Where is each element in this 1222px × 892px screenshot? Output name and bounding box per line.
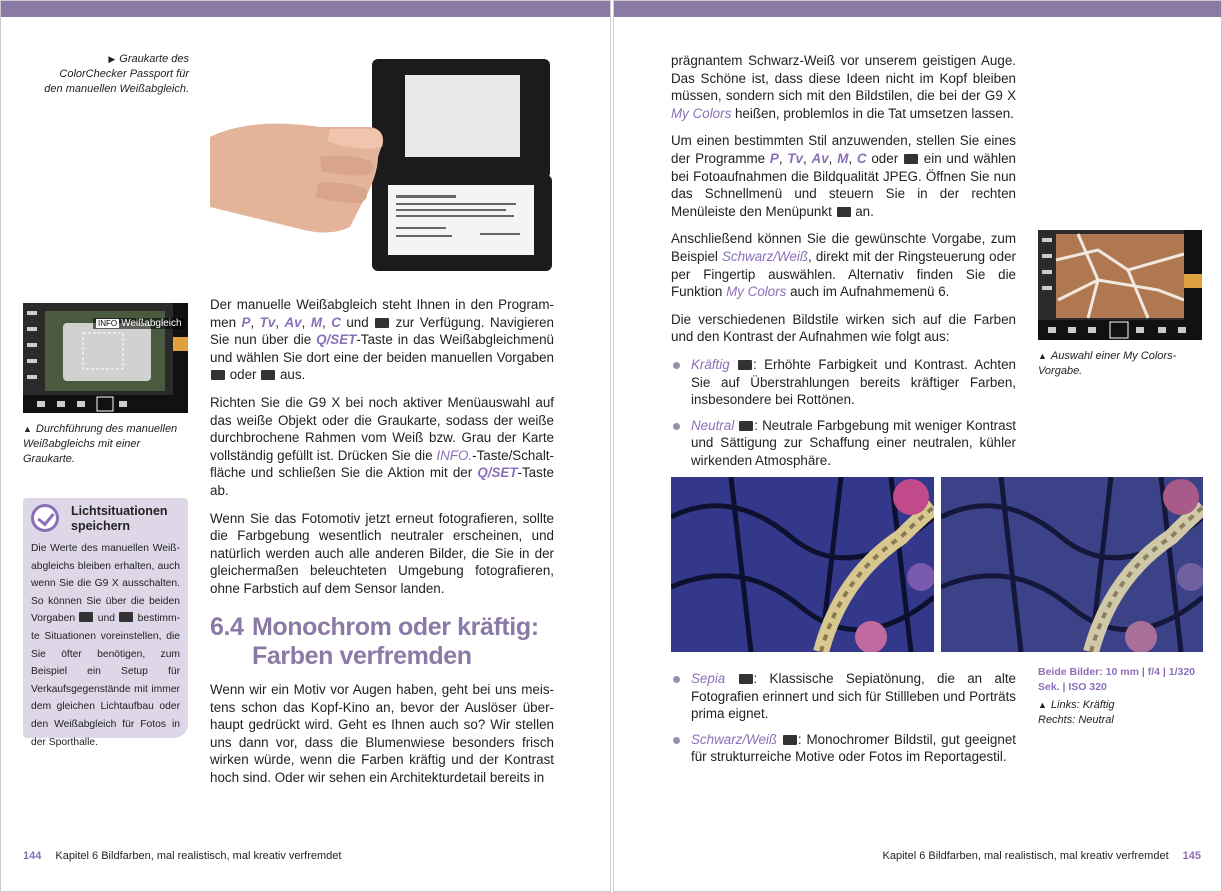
heading-number: 6.4 (210, 613, 244, 641)
mosaic-photo-neutral (941, 477, 1203, 652)
photo-meta: Beide Bilder: 10 mm | f/4 | 1/320 Sek. | ISO 320 (1038, 666, 1196, 693)
bullet-schwarzweiss: Schwarz/Weiß : Monochromer Bildstil, gut geeignet für strukturreiche Motive oder Fotos im Reportagestil. (671, 731, 1016, 766)
paragraph-mycolors-intro: prägnantem Schwarz-Weiß vor unserem geistigen Auge. Das Schöne ist, dass diese Ideen nicht im Kopf bleiben müssen, sondern sich mit den Bildstilen, die bei der G9 X My Colors heißen, problemlos in die Tat umsetzen lassen. (671, 53, 1016, 121)
footer-chapter-right: Kapitel 6 Bildfarben, mal realistisch, mal kreativ verfremdet (882, 850, 1169, 862)
sepia-icon (739, 674, 753, 684)
left-bottom-text (210, 681, 554, 797)
bullet-neutral: Neutral : Neutrale Farbgebung mit weniger Kontrast und Sättigung zur Schaffung einer neutralen, kühler wirkenden Atmosphäre. (671, 417, 1016, 470)
custom-wb2-icon (261, 370, 275, 380)
caption-mosaic-pair (1038, 698, 1148, 728)
caption-colorchecker-text: Graukarte des ColorChecker Passport für den manuellen Weißabgleich. (44, 53, 189, 95)
paragraph-styles-intro: Die verschiedenen Bildstile wirken sich auf die Farben und den Kontrast der Aufnahmen wie folgt aus: (671, 311, 1016, 345)
caption-up-arrow-icon-right: ▲ (1038, 351, 1047, 361)
paragraph-manual-wb: Der manuelle Weißabgleich steht Ihnen in den Programmen P, Tv, Av, M, C und zur Verfügung. Navigieren Sie nun über die Q/SET-Taste in das Weißabgleichmenü und wählen Sie dort eine der beiden manuellen Vorgaben oder aus. (210, 297, 555, 383)
caption-camera-mycolors-text: Auswahl einer My Colors-Vorgabe. (1038, 350, 1177, 377)
camera-wb-label (93, 318, 185, 329)
movie-icon-right (904, 154, 918, 164)
bw-icon (783, 735, 797, 745)
right-footer (883, 850, 1201, 862)
caption-up-arrow-icon-pair: ▲ (1038, 700, 1047, 710)
vivid-icon (738, 360, 752, 370)
paragraph-choose-preset: Anschließend können Sie die gewünschte Vorgabe, zum Beispiel Schwarz/Weiß, direkt mit der Ringsteuerung oder per Fingertip auswählen. Alternativ finden Sie die Funktion My Colors auch im Aufnahmemenü 6. (671, 231, 1016, 300)
bullet-kraeftig: Kräftig : Erhöhte Farbigkeit und Kontrast. Achten Sie auf Überstrahlungen bereits kräftiger Farben, insbesondere bei Rottönen. (671, 356, 1016, 409)
paragraph-apply-style: Um einen bestimmten Stil anzuwenden, stellen Sie eines der Programme P, Tv, Av, M, C oder ein und wählen bei Fotoaufnahmen die Bildqualität JPEG. Öffnen Sie nun das Schnellmenü und steuern Sie in der rechten Menüleiste den Menüpunkt an. (671, 133, 1017, 219)
left-footer (23, 850, 341, 862)
tip-wb2-icon (119, 612, 133, 622)
caption-camera-mycolors (1038, 349, 1208, 379)
tip-title: Lichtsituationen speichern (71, 504, 168, 533)
caption-arrow-icon: ▶ (108, 54, 116, 64)
heading-line-2: Farben verfremden (252, 642, 472, 670)
style-list-bottom (671, 670, 1016, 766)
style-list-top (671, 356, 1016, 470)
paragraph-result: Wenn Sie das Fotomotiv jetzt erneut fotografieren, sollte die Farbgebung wesentlich neutraler erscheinen, und natürlich werden auch alle anderen Bilder, die Sie in der gleichermaßen beleuchteten Umgebung fotografieren, ohne Farbstich auf dem Sensor landen. (210, 510, 554, 596)
caption-colorchecker (41, 52, 189, 97)
bullet-sepia: Sepia : Klassische Sepiatönung, die an alte Fotografien erinnert und sich für Stillleben und Porträts prima eignet. (671, 670, 1016, 723)
mosaic-photo-kraeftig (671, 477, 934, 652)
caption-camera-whitebalance-text: Durchführung des manuellen Weißabgleichs mit einer Graukarte. (23, 423, 178, 465)
heading-line-1 (210, 613, 570, 642)
right-main-text (671, 52, 1016, 477)
camera-screen-whitebalance (23, 303, 188, 413)
caption-mosaic-pair-text: Links: Kräftig Rechts: Neutral (1038, 699, 1115, 726)
camera-wb-text: Weißabgleich (121, 318, 182, 329)
movie-mode-icon (375, 318, 389, 328)
page-number-left: 144 (23, 850, 42, 862)
left-top-bar (1, 1, 610, 17)
section-heading (210, 613, 570, 671)
camera-info-badge: INFO (98, 319, 118, 328)
heading-title-line1: Monochrom oder kräftig: (252, 613, 539, 641)
camera-screen-mycolors (1038, 230, 1202, 340)
left-main-text (210, 296, 554, 608)
colorchecker-photo (210, 57, 555, 273)
tip-box-lichtsituationen (23, 498, 188, 748)
mycolors-menu-icon (837, 207, 851, 217)
paragraph-kopf-kino: Wenn wir ein Motiv vor Augen haben, geht bei uns meistens schon das Kopf-Kino an, bevor der Auslöser überhaupt gedrückt wird. Geht es Ihnen auch so? Wir stellen uns dann vor, dass die Blumenwiese besonders frisch wirken würde, wenn die Farben kräftig und der Kontrast hoch sind. Oder wir sehen ein Architekturdetail bereits in (210, 682, 554, 785)
mosaic-neutral-illustration (941, 477, 1203, 652)
right-top-bar (614, 1, 1221, 17)
camera-mycolors-illustration (1038, 230, 1202, 340)
right-page (613, 0, 1222, 892)
footer-chapter-left: Kapitel 6 Bildfarben, mal realistisch, mal kreativ verfremdet (55, 850, 342, 862)
paragraph-aim-camera: Richten Sie die G9 X bei noch aktiver Menüauswahl auf das weiße Objekt oder die Graukarte, sodass der weiße durchbrochene Rahmen vom Weiß bzw. Grau der Karte vollständig gefüllt ist. Drücken Sie die INFO.-Taste/Schaltfläche und schließen Sie die Aktion mit der Q/SET-Taste ab. (210, 394, 554, 498)
tip-text: Die Werte des manuellen Weißabgleichs bleiben erhalten, auch wenn Sie die G9 X ausschalten. So können Sie über die beiden Vorgaben und bestimmte Situationen voreinstellen, die Sie öfter benötigen, zum Beispiel ein Setup für Verkaufsgegenstände mit immer dem gleichen Lichtaufbau oder den Weißabgleich für Fotos in der Sporthalle. (31, 543, 180, 748)
custom-wb1-icon (211, 370, 225, 380)
right-bottom-text (671, 670, 1016, 774)
tip-wb1-icon (79, 612, 93, 622)
page-number-right: 145 (1182, 850, 1201, 862)
caption-camera-whitebalance (23, 422, 191, 467)
checkmark-icon (31, 504, 59, 532)
caption-up-arrow-icon: ▲ (23, 424, 32, 434)
neutral-icon (739, 421, 753, 431)
colorchecker-illustration (210, 57, 555, 273)
mosaic-kraeftig-illustration (671, 477, 934, 652)
